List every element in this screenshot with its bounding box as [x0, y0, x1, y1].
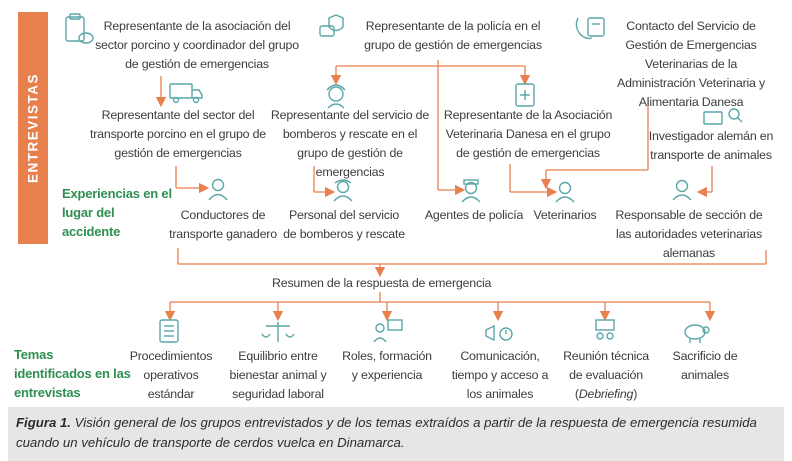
police-badge-icon — [320, 15, 343, 36]
fire-service-label: Representante del servicio de bomberos y rescate en el grupo de gestión de emergencias — [270, 108, 430, 179]
firefighter-icon — [327, 85, 345, 108]
firefighter-person-icon — [334, 180, 352, 201]
caption-text: Visión general de los grupos entrevistados y de los temas extraídos a partir de la respuesta de emergencia resumida cuando un vehículo de transporte de cerdos vuelca en Dinamarca. — [16, 415, 757, 450]
figure-caption — [8, 407, 784, 461]
firefighters-label: Personal del servicio de bomberos y rescate — [283, 208, 405, 241]
themes-section-title: Temas identificados en las entrevistas — [14, 347, 131, 400]
german-head-label: Responsable de sección de las autoridades veterinarias alemanas — [615, 208, 763, 260]
theme-balance: Equilibrio entre bienestar animal y seguridad laboral — [229, 349, 327, 401]
german-researcher-label: Investigador alemán en transporte de animales — [648, 129, 774, 162]
theme-debriefing — [556, 347, 656, 404]
pig-icon — [685, 325, 709, 343]
accident-section-title: Experiencias en el lugar del accidente — [62, 186, 172, 239]
theme-procedures: Procedimientos operativos estándar — [129, 349, 213, 401]
police-agents-label: Agentes de policía — [424, 208, 524, 222]
phone-calendar-icon — [576, 18, 604, 39]
vet-clipboard-icon — [516, 84, 534, 106]
debriefing-term: Debriefing — [578, 387, 634, 401]
theme-slaughter: Sacrificio de animales — [672, 349, 738, 382]
theme-communication: Comunicación, tiempo y acceso a los animales — [451, 349, 549, 401]
police-officer-icon — [462, 180, 480, 202]
police-label: Representante de la policía en el grupo de gestión de emergencias — [364, 19, 542, 52]
debriefing-prefix: Reunión técnica de evaluación ( — [563, 349, 649, 401]
balance-icon — [262, 322, 294, 342]
megaphone-clock-icon — [486, 326, 512, 340]
vet-association-label: Representante de la Asociación Veterinaria Danesa en el grupo de gestión de emergencias — [443, 108, 613, 160]
pig-truck-icon — [170, 84, 202, 103]
checklist-icon — [160, 320, 178, 342]
summary-label: Resumen de la respuesta de emergencia — [272, 276, 492, 290]
debriefing-suffix: ) — [633, 387, 638, 401]
presenter-icon — [374, 320, 402, 342]
meeting-icon — [596, 320, 614, 339]
pig-transport-label: Representante del sector del transporte porcino en el grupo de gestión de emergencias — [90, 108, 266, 160]
theme-roles: Roles, formación y experiencia — [342, 349, 432, 382]
drivers-label: Conductores de transporte ganadero — [169, 208, 277, 241]
german-official-icon — [673, 181, 691, 201]
veterinary-service-label: Contacto del Servicio de Gestión de Emergencias Veterinarias de la Administración Veterinaria y Alimentaria Danesa — [617, 19, 765, 109]
caption-label: Figura 1. — [16, 415, 71, 430]
interviews-label: ENTREVISTAS — [25, 72, 41, 184]
driver-icon — [209, 180, 227, 201]
vet-person-icon — [556, 183, 574, 203]
vets-label: Veterinarios — [533, 208, 597, 222]
pig-association-label: Representante de la asociación del sector porcino y coordinador del grupo de gestión de emergencias — [95, 19, 299, 71]
